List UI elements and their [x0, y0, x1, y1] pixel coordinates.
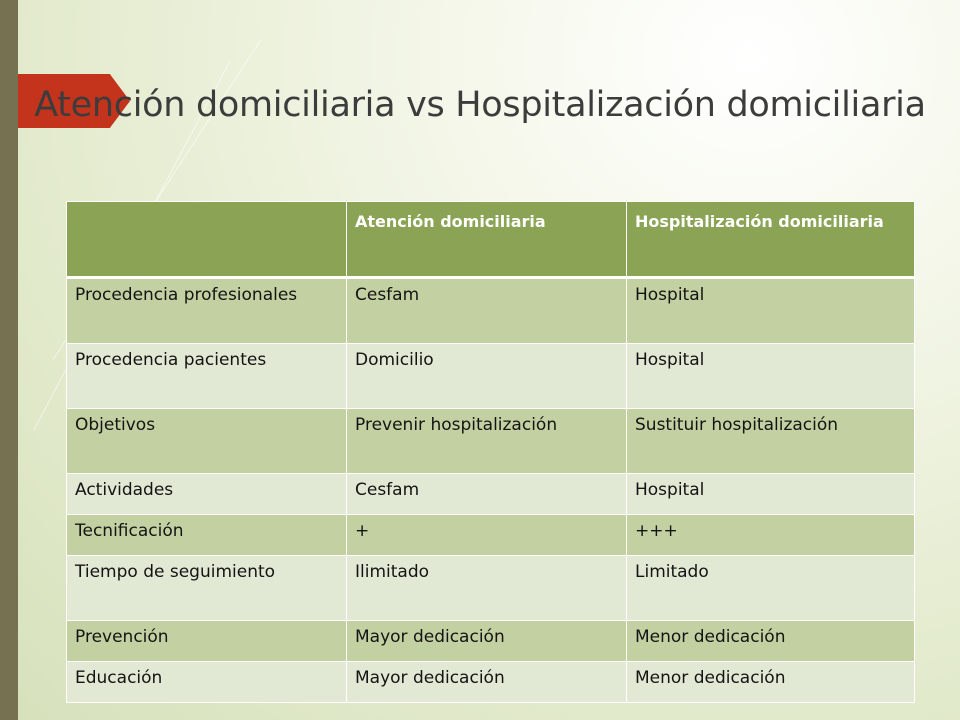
table-header-row	[67, 202, 915, 278]
table-row	[67, 409, 915, 474]
row-label-cell: Tecnificación	[67, 515, 347, 556]
hospitalizacion-value-cell: Hospital	[627, 474, 915, 515]
hospitalizacion-value-cell: Menor dedicación	[627, 621, 915, 662]
atencion-value-cell: Mayor dedicación	[347, 662, 627, 703]
table-row	[67, 474, 915, 515]
row-label-cell: Prevención	[67, 621, 347, 662]
row-label-cell: Educación	[67, 662, 347, 703]
atencion-value-cell: Ilimitado	[347, 556, 627, 621]
row-label-cell: Actividades	[67, 474, 347, 515]
atencion-value-cell: Domicilio	[347, 344, 627, 409]
header-hospitalizacion-domiciliaria: Hospitalización domiciliaria	[627, 202, 915, 278]
comparison-table	[66, 201, 915, 703]
hospitalizacion-value-cell: Hospital	[627, 344, 915, 409]
hospitalizacion-value-cell: Limitado	[627, 556, 915, 621]
atencion-value-cell: +	[347, 515, 627, 556]
table-row	[67, 556, 915, 621]
atencion-value-cell: Cesfam	[347, 474, 627, 515]
row-label-cell: Procedencia pacientes	[67, 344, 347, 409]
table-row	[67, 278, 915, 344]
header-empty-cell	[67, 202, 347, 278]
table-row	[67, 344, 915, 409]
atencion-value-cell: Mayor dedicación	[347, 621, 627, 662]
hospitalizacion-value-cell: Menor dedicación	[627, 662, 915, 703]
table-row	[67, 662, 915, 703]
slide-title: Atención domiciliaria vs Hospitalización domiciliaria	[34, 85, 926, 125]
atencion-value-cell: Prevenir hospitalización	[347, 409, 627, 474]
row-label-cell: Procedencia profesionales	[67, 278, 347, 344]
left-decorative-bar	[0, 0, 18, 720]
hospitalizacion-value-cell: Hospital	[627, 278, 915, 344]
table-row	[67, 515, 915, 556]
hospitalizacion-value-cell: +++	[627, 515, 915, 556]
table-row	[67, 621, 915, 662]
row-label-cell: Tiempo de seguimiento	[67, 556, 347, 621]
hospitalizacion-value-cell: Sustituir hospitalización	[627, 409, 915, 474]
row-label-cell: Objetivos	[67, 409, 347, 474]
header-atencion-domiciliaria: Atención domiciliaria	[347, 202, 627, 278]
atencion-value-cell: Cesfam	[347, 278, 627, 344]
